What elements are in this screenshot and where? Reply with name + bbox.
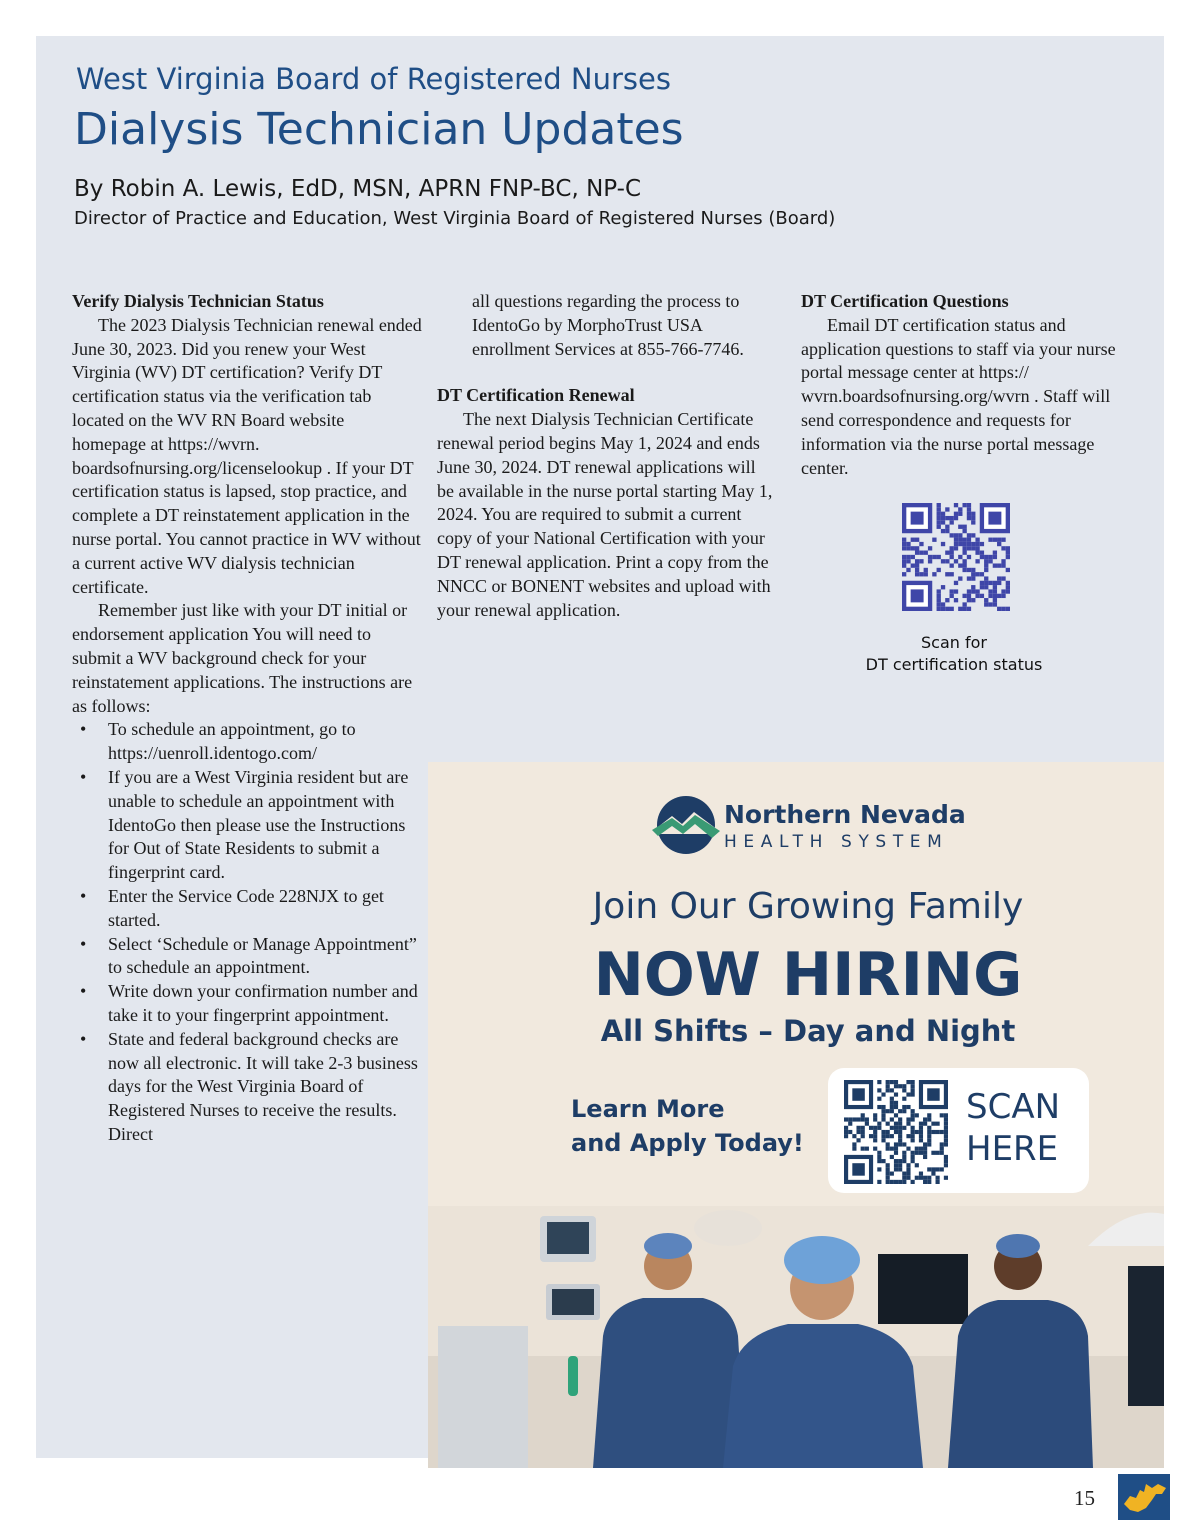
scan-line-2: HERE <box>966 1129 1059 1169</box>
column-1 <box>72 290 422 1147</box>
list-item: • Enter the Service Code 228NJX to get started. <box>72 885 422 933</box>
hiring-advertisement <box>428 762 1164 1468</box>
paragraph-questions: Email DT certification status and application questions to staff via your nurse portal message center at https:// wvrn.boardsofnursing.org/wvrn . Staff will send correspondence and requests for information via the nurse portal message center. <box>801 314 1116 478</box>
heading-renewal: DT Certification Renewal <box>437 385 635 406</box>
paragraph-continued: all questions regarding the process to IdentoGo by MorphoTrust USA enrollment Services at 855-766-7746. <box>472 291 744 359</box>
page-number: 15 <box>1074 1486 1095 1510</box>
column-2 <box>437 290 777 622</box>
author-role: Director of Practice and Education, West Virginia Board of Registered Nurses (Board) <box>74 208 836 229</box>
list-item: • State and federal background checks are now all electronic. It will take 2-3 business days for the West Virginia Board of Registered Nurses to receive the results. Direct <box>72 1028 422 1147</box>
qr-code-icon[interactable] <box>902 503 1010 611</box>
ad-headline: NOW HIRING <box>593 940 1023 1010</box>
medical-staff-photo <box>428 1206 1164 1468</box>
instructions-list <box>72 718 422 1146</box>
qr-caption <box>862 632 1046 676</box>
list-item: • Write down your confirmation number and take it to your fingerprint appointment. <box>72 980 422 1028</box>
heading-verify-status: Verify Dialysis Technician Status <box>72 291 324 311</box>
scan-box[interactable] <box>828 1068 1089 1193</box>
mountain-logo-icon <box>652 794 720 856</box>
qr-caption-line-1: Scan for <box>921 633 987 652</box>
list-item: • If you are a West Virginia resident but are unable to schedule an appointment with IdentoGo then please use the Instructions for Out of State Residents to submit a fingerprint card. <box>72 766 422 885</box>
scan-label <box>966 1086 1060 1170</box>
paragraph-background-check: Remember just like with your DT initial or endorsement application You will need to submit a WV background check for your reinstatement applications. The instructions are as follows: <box>72 600 413 716</box>
ad-org-name: Northern Nevada <box>724 800 966 829</box>
cta-line-2: and Apply Today! <box>571 1129 804 1157</box>
article-byline: By Robin A. Lewis, EdD, MSN, APRN FNP-BC, NP-C <box>74 176 642 202</box>
article-org: West Virginia Board of Registered Nurses <box>76 62 671 96</box>
qr-caption-line-2: DT certification status <box>865 655 1043 674</box>
ad-org-subname: HEALTH SYSTEM <box>724 832 949 852</box>
ad-shifts: All Shifts – Day and Night <box>600 1014 1016 1048</box>
scan-line-1: SCAN <box>966 1087 1061 1127</box>
article-title: Dialysis Technician Updates <box>74 104 684 155</box>
qr-code-icon[interactable] <box>844 1080 948 1184</box>
cta-line-1: Learn More <box>571 1095 725 1123</box>
list-item: • To schedule an appointment, go to https://uenroll.identogo.com/ <box>72 718 422 766</box>
ad-call-to-action <box>571 1092 804 1160</box>
heading-questions: DT Certification Questions <box>801 291 1009 311</box>
ad-tagline: Join Our Growing Family <box>592 886 1024 927</box>
west-virginia-state-icon <box>1118 1474 1170 1520</box>
column-3 <box>801 290 1131 480</box>
paragraph-verify-status: The 2023 Dialysis Technician renewal ended June 30, 2023. Did you renew your West Virginia (WV) DT certification? Verify DT certification status via the verification tab located on the WV RN Board website homepage at https://wvrn. boardsofnursing.org/licenselookup . If your DT certification status is lapsed, stop practice, and complete a DT reinstatement application in the nurse portal. You cannot practice in WV without a current active WV dialysis technician certificate. <box>72 314 422 597</box>
list-item: • Select ‘Schedule or Manage Appointment” to schedule an appointment. <box>72 933 422 981</box>
paragraph-renewal: The next Dialysis Technician Certificate renewal period begins May 1, 2024 and ends June 30, 2024. DT renewal applications will be available in the nurse portal starting May 1, 2024. You are required to submit a current copy of your National Certification with your DT renewal application. Print a copy from the NNCC or BONENT websites and upload with your renewal application. <box>437 409 773 620</box>
